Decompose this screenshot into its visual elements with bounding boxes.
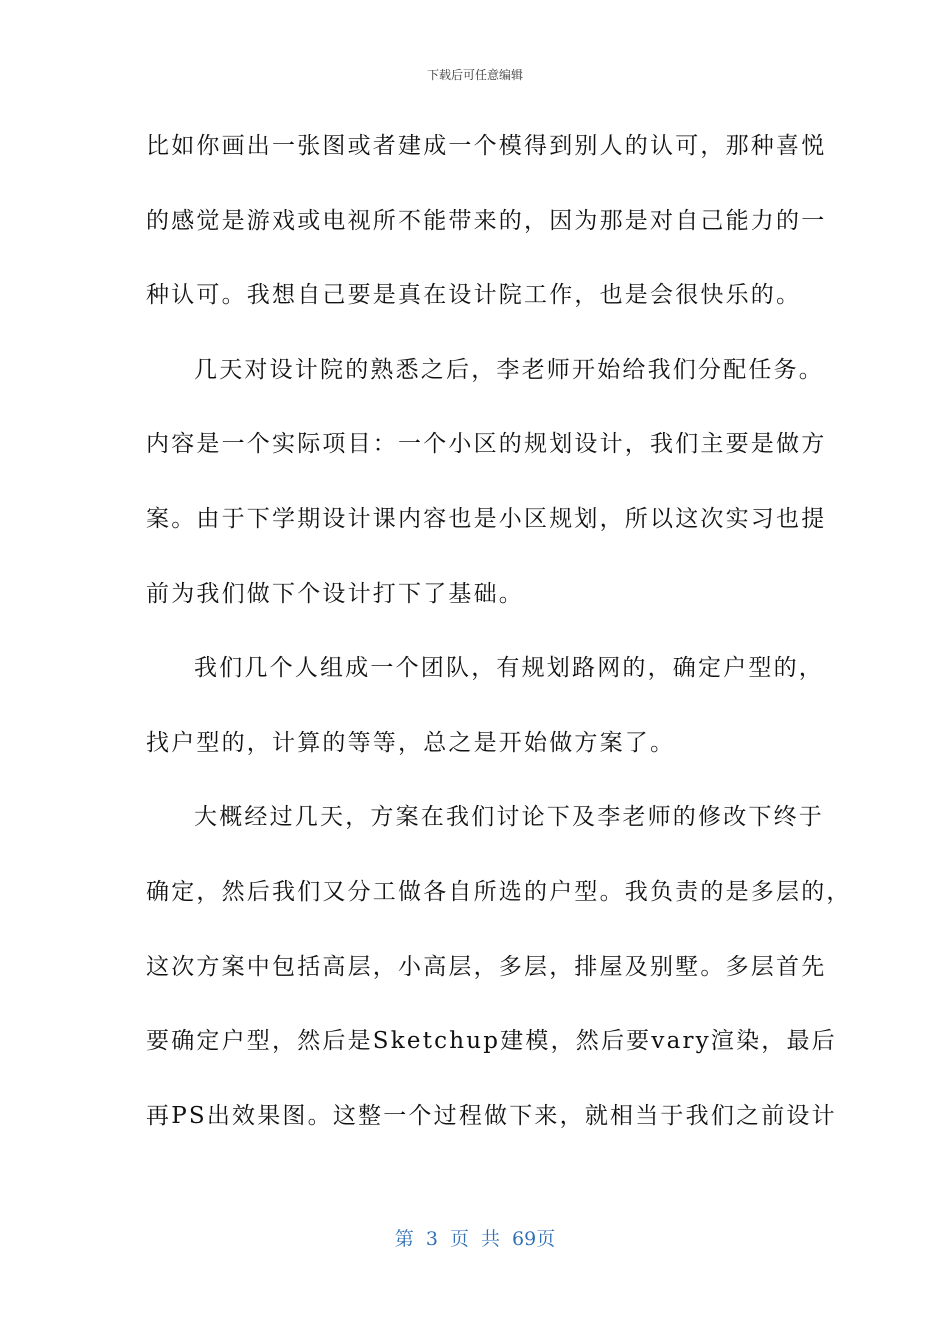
page-header: 下载后可任意编辑 [426,68,523,82]
paragraph-first-line: 大概经过几天，方案在我们讨论下及李老师的修改下终于 [194,804,824,831]
text-line: 前为我们做下个设计打下了基础。 [146,580,524,607]
paragraph-first-line: 几天对设计院的熟悉之后，李老师开始给我们分配任务。 [194,356,824,383]
text-line: 比如你画出一张图或者建成一个模得到别人的认可，那种喜悦 [146,133,827,159]
text-line: 案。由于下学期设计课内容也是小区规划，所以这次实习也提 [146,505,827,532]
text-line: 内容是一个实际项目：一个小区的规划设计，我们主要是做方 [146,431,827,458]
page-footer: 第 3 页 共 69页 [394,1228,556,1250]
text-line: 找户型的，计算的等等，总之是开始做方案了。 [146,729,676,756]
text-line: 再PS出效果图。这整一个过程做下来，就相当于我们之前设计 [146,1102,837,1129]
text-line: 确定，然后我们又分工做各自所选的户型。我负责的是多层的， [146,878,852,905]
paragraph-first-line: 我们几个人组成一个团队，有规划路网的，确定户型的， [194,655,824,682]
body-text [146,121,852,1165]
text-line: 这次方案中包括高层，小高层，多层，排屋及别墅。多层首先 [146,953,827,980]
text-line: 要确定户型，然后是Sketchup建模，然后要vary渲染，最后 [146,1028,837,1055]
text-line: 的感觉是游戏或电视所不能带来的，因为那是对自己能力的一 [146,207,827,234]
text-line: 种认可。我想自己要是真在设计院工作，也是会很快乐的。 [146,282,802,309]
